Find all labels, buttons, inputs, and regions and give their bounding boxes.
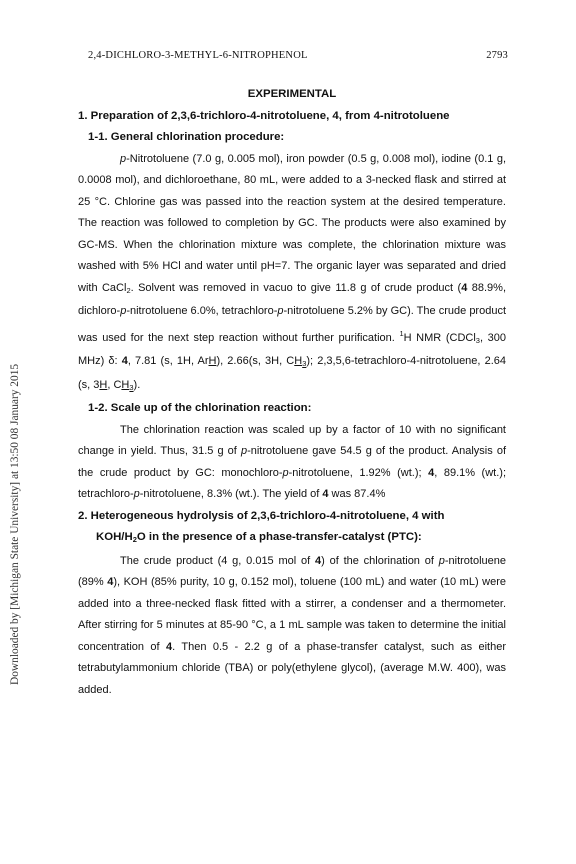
section-title: EXPERIMENTAL <box>247 88 337 100</box>
heading-1-2: 1-2. Scale up of the chlorination reaction: <box>88 402 312 414</box>
article-body <box>78 84 506 701</box>
download-watermark-svg <box>2 240 26 690</box>
paragraph-scale-up: The chlorination reaction was scaled up by a factor of 10 with no significant change in yield. Thus, 31.5 g of p-nitrotoluene gave 54.5 g of the product. Analysis of the crude product by GC: monochloro-p-nitrotoluene, 1.92% (wt.); 4, 89.1% (wt.); tetrachloro-p-nitrotoluene, 8.3% (wt.). The yield of 4 was 87.4% <box>78 423 506 500</box>
paragraph-hydrolysis: The crude product (4 g, 0.015 mol of 4) of the chlorination of p-nitrotoluene (89% 4), KOH (85% purity, 10 g, 0.152 mol), toluene (100 mL) and water (10 mL) were added into a three-necked flask fitted with a stirrer, a condenser and a thermometer. After stirring for 5 minutes at 85-90 °C, a 1 mL sample was taken to determine the initial concentration of 4. Then 0.5 - 2.2 g of a phase-transfer catalyst, such as either tetrabutylammonium chloride (TBA) or poly(ethylene glycol), (average M.W. 400), was added. <box>78 554 506 696</box>
heading-1-1: 1-1. General chlorination procedure: <box>88 131 285 143</box>
heading-1: 1. Preparation of 2,3,6-trichloro-4-nitrotoluene, 4, from 4-nitrotoluene <box>78 109 450 122</box>
running-head <box>88 50 508 66</box>
page-number: 2793 <box>486 50 508 61</box>
download-watermark-text: Downloaded by [Michigan State University] at 13:50 08 January 2015 <box>9 363 21 685</box>
paragraph-general-chlorination: p-Nitrotoluene (7.0 g, 0.005 mol), iron powder (0.5 g, 0.008 mol), iodine (0.1 g, 0.0008 mol), and dichloroethane, 80 mL, were added to a 3-necked flask and stirred at 25 °C. Chlorine gas was passed into the reaction system at the desired temperature. The reaction was followed to completion by GC. The products were also examined by GC-MS. When the chlorination mixture was complete, the chlorination mixture was washed with 5% HCl and water until pH=7. The organic layer was separated and dried with CaCl$_2$. Solvent was removed in vacuo to give 11.8 g of crude product (4 88.9%, dichloro-p-nitrotoluene 6.0%, tetrachloro-p-nitrotoluene 5.2% by GC). The crude product was used for the next step reaction without further purification. $^1$H NMR (CDCl$_3$, 300 MHz) δ: 4, 7.81 (s, 1H, ArH), 2.66(s, 3H, $CH_3$); 2,3,5,6-tetrachloro-4-nitrotoluene, 2.64 (s, 3H, $CH_3$). <box>78 152 507 392</box>
download-watermark <box>2 240 26 690</box>
running-head-title: 2,4-DICHLORO-3-METHYL-6-NITROPHENOL <box>88 50 308 61</box>
heading-2: 2. Heterogeneous hydrolysis of 2,3,6-trichloro-4-nitrotoluene, 4 with KOH/$H_2O$ in the presence of a phase-transfer-catalyst (PTC): <box>78 509 445 544</box>
